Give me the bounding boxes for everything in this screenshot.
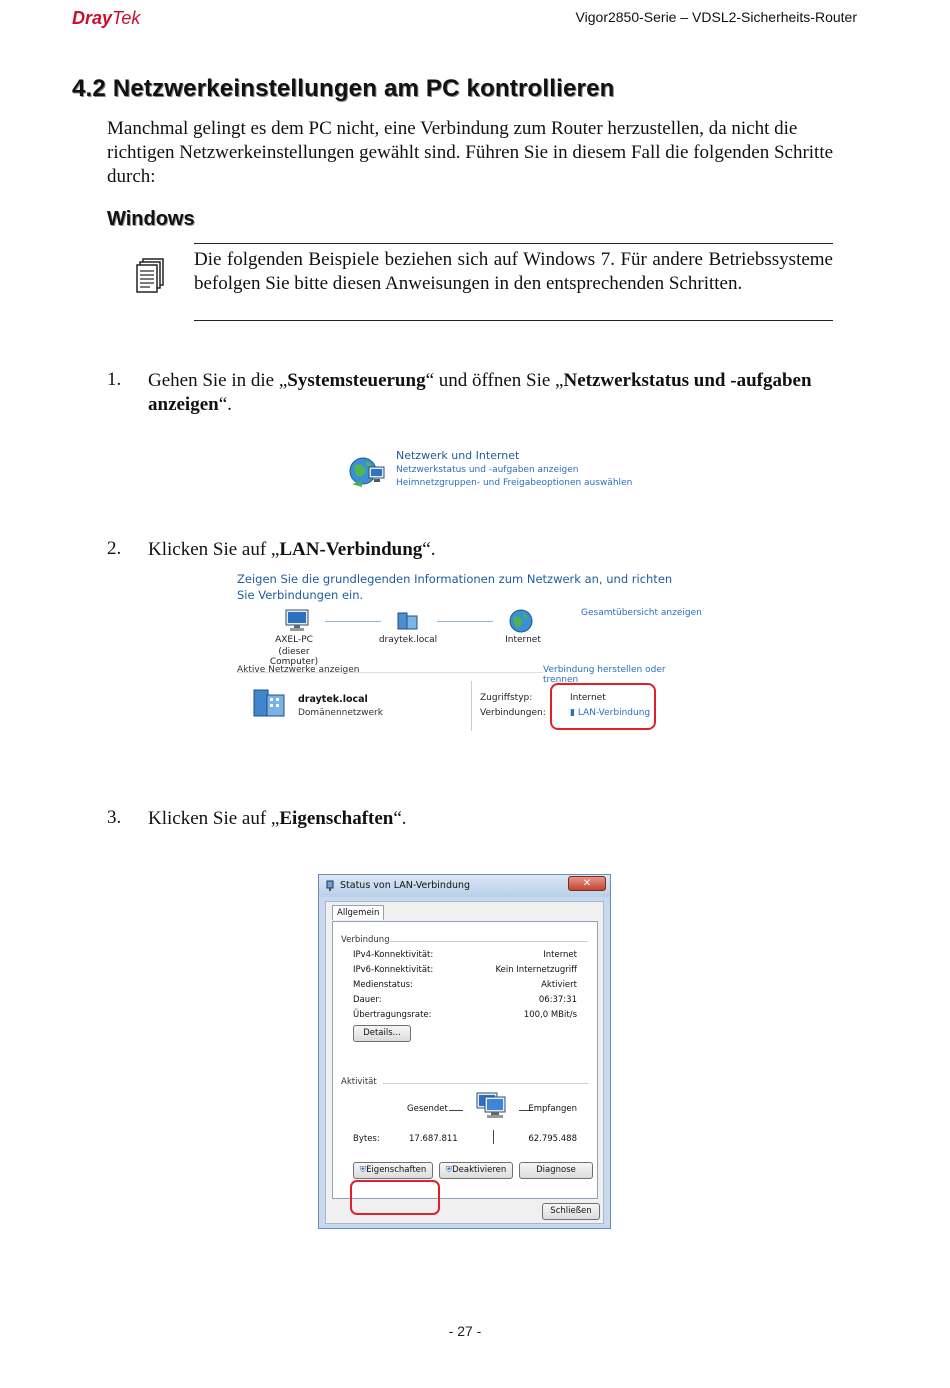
row-label: IPv4-Konnektivität: bbox=[353, 950, 434, 960]
homegroup-sharing-link[interactable]: Heimnetzgruppen- und Freigabeoptionen auswählen bbox=[396, 478, 633, 488]
page-number: - 27 - bbox=[448, 1323, 482, 1339]
note-bottom-rule bbox=[194, 320, 833, 321]
tab-panel bbox=[332, 921, 598, 1199]
step-3-text: Klicken Sie auf „Eigenschaften“. bbox=[148, 808, 407, 829]
sent-label: Gesendet bbox=[407, 1104, 448, 1114]
properties-button[interactable]: ⛨Eigenschaften bbox=[353, 1162, 433, 1179]
bytes-received-value: 62.795.488 bbox=[528, 1134, 577, 1144]
diagnose-button[interactable]: Diagnose bbox=[519, 1162, 593, 1179]
network-status-link[interactable]: Netzwerkstatus und -aufgaben anzeigen bbox=[396, 465, 579, 475]
section-heading: 4.2 Netzwerkeinstellungen am PC kontrollieren bbox=[72, 75, 615, 102]
intro-paragraph: Manchmal gelingt es dem PC nicht, eine Verbindung zum Router herzustellen, da nicht die richtigen Netzwerkeinstellungen gewählt sind. Führen Sie in diesem Fall die folgenden Schritte durch: bbox=[107, 118, 834, 187]
network-adapter-icon bbox=[325, 880, 335, 892]
control-panel-screenshot bbox=[346, 448, 636, 496]
bytes-sent-value: 17.687.811 bbox=[409, 1134, 458, 1144]
highlight-box bbox=[350, 1180, 440, 1215]
domain-network-icon bbox=[395, 610, 421, 632]
lan-status-dialog bbox=[318, 874, 611, 1229]
windows-subheading: Windows bbox=[107, 208, 195, 230]
connection-group-label: Verbindung bbox=[341, 935, 390, 945]
active-network-name: draytek.local bbox=[298, 694, 368, 705]
row-label: IPv6-Konnektivität: bbox=[353, 965, 434, 975]
received-label: Empfangen bbox=[528, 1104, 577, 1114]
row-value: 100,0 MBit/s bbox=[523, 1010, 577, 1020]
group-divider bbox=[383, 1083, 588, 1084]
row-label: Medienstatus: bbox=[353, 980, 413, 990]
node-this-pc-sub: (dieser Computer) bbox=[269, 647, 319, 667]
step-1-number: 1. bbox=[107, 369, 122, 390]
bytes-divider bbox=[493, 1130, 494, 1144]
dialog-body bbox=[325, 901, 604, 1224]
connect-disconnect-link[interactable]: Verbindung herstellen oder trennen bbox=[543, 665, 666, 685]
step-3-number: 3. bbox=[107, 807, 122, 828]
shield-icon: ⛨ bbox=[359, 1165, 367, 1175]
node-draytek-local: draytek.local bbox=[378, 635, 438, 645]
lan-connection-icon: ▮ bbox=[570, 708, 578, 718]
note-icon bbox=[135, 258, 165, 294]
access-type-label: Zugriffstyp: bbox=[480, 693, 533, 703]
close-icon[interactable]: ✕ bbox=[568, 876, 606, 891]
active-networks-label: Aktive Netzwerke anzeigen bbox=[237, 665, 360, 675]
network-center-heading: Zeigen Sie die grundlegenden Informationen zum Netzwerk an, und richten Sie Verbindungen ein. bbox=[237, 572, 673, 602]
internet-globe-icon bbox=[508, 608, 534, 634]
bytes-label: Bytes: bbox=[353, 1134, 380, 1144]
lan-connection-link[interactable]: ▮ LAN-Verbindung bbox=[570, 708, 651, 718]
node-this-pc: AXEL-PC bbox=[275, 635, 313, 645]
vertical-divider bbox=[471, 681, 472, 731]
row-value: 06:37:31 bbox=[538, 995, 577, 1005]
step-2-text: Klicken Sie auf „LAN-Verbindung“. bbox=[148, 539, 436, 560]
network-globe-icon bbox=[348, 454, 386, 490]
note-text: Die folgenden Beispiele beziehen sich auf Windows 7. Für andere Betriebssysteme befolgen Sie bitte diesen Anweisungen in den entsprechenden Schritten. bbox=[194, 249, 833, 294]
close-button[interactable]: Schließen bbox=[542, 1203, 600, 1220]
dialog-titlebar bbox=[319, 875, 610, 897]
header-title: Vigor2850-Serie – VDSL2-Sicherheits-Router bbox=[575, 9, 857, 25]
deactivate-button[interactable]: ⛨Deaktivieren bbox=[439, 1162, 513, 1179]
sent-line bbox=[449, 1110, 463, 1111]
row-value: Internet bbox=[543, 950, 577, 960]
computer-icon bbox=[284, 609, 310, 633]
node-internet: Internet bbox=[505, 635, 541, 645]
link-line-1 bbox=[325, 621, 381, 622]
row-label: Dauer: bbox=[353, 995, 382, 1005]
highlight-box bbox=[550, 683, 656, 730]
access-type-value: Internet bbox=[570, 693, 606, 703]
draytek-logo: DrayTek bbox=[72, 8, 141, 28]
activity-computers-icon bbox=[471, 1091, 515, 1123]
active-network-type: Domänennetzwerk bbox=[298, 708, 383, 718]
tab-general[interactable]: Allgemein bbox=[332, 905, 384, 920]
step-2-number: 2. bbox=[107, 538, 122, 559]
domain-building-icon bbox=[251, 686, 289, 718]
network-internet-title[interactable]: Netzwerk und Internet bbox=[396, 449, 520, 462]
link-line-2 bbox=[437, 621, 493, 622]
row-value: Aktiviert bbox=[541, 980, 577, 990]
row-value: Kein Internetzugriff bbox=[495, 965, 577, 975]
step-1-text: Gehen Sie in die „Systemsteuerung“ und öffnen Sie „Netzwerkstatus und -aufgaben anzeigen“. bbox=[148, 370, 812, 415]
note-top-rule bbox=[194, 243, 833, 244]
group-divider bbox=[388, 941, 588, 942]
shield-icon: ⛨ bbox=[445, 1165, 453, 1175]
row-label: Übertragungsrate: bbox=[353, 1010, 432, 1020]
network-center-screenshot bbox=[232, 568, 702, 738]
activity-group-label: Aktivität bbox=[341, 1077, 377, 1087]
details-button[interactable]: Details... bbox=[353, 1025, 411, 1042]
dialog-title: Status von LAN-Verbindung bbox=[340, 880, 471, 891]
divider bbox=[237, 672, 543, 673]
full-overview-link[interactable]: Gesamtübersicht anzeigen bbox=[581, 608, 702, 618]
connections-label: Verbindungen: bbox=[480, 708, 546, 718]
